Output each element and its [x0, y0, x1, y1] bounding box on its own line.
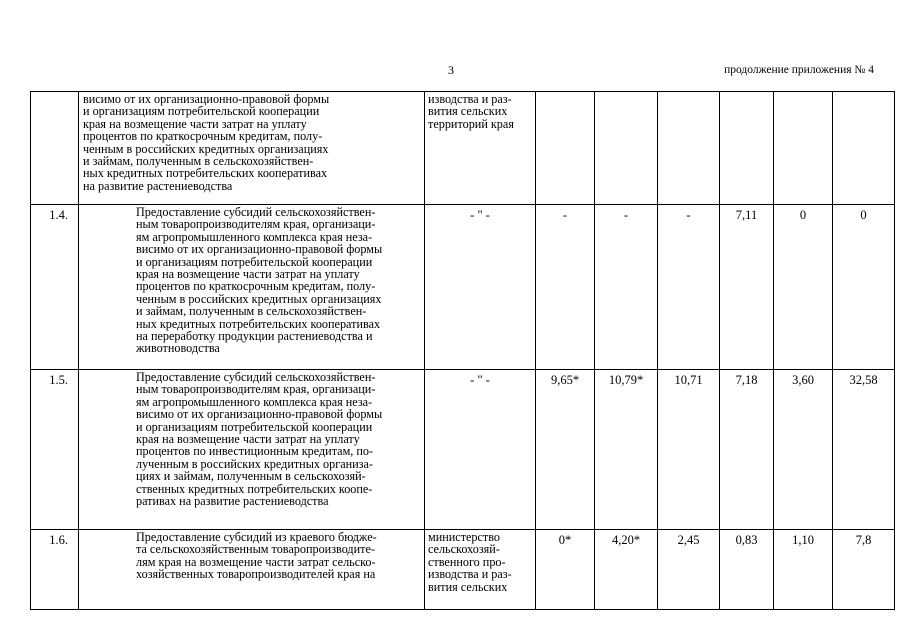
table-row [31, 370, 895, 530]
value-cell: - [536, 205, 595, 370]
value-cell [774, 92, 833, 205]
executor: - " - [425, 370, 536, 530]
value-cell: 7,8 [833, 530, 895, 610]
measure-description: Предоставление субсидий из краевого бюдже- та сельскохозяйственным товаропроизводите- лям края на возмещение части затрат сельско- хозяйственных товаропроизводителей края на [79, 530, 425, 610]
value-cell [658, 92, 720, 205]
value-cell: 10,79* [595, 370, 658, 530]
appendix-continuation-label: продолжение приложения № 4 [724, 64, 874, 76]
value-cell: 3,60 [774, 370, 833, 530]
executor: министерство сельскохозяй- ственного про- изводства и раз- вития сельских [425, 530, 536, 610]
row-number: 1.6. [31, 530, 79, 610]
executor: изводства и раз- вития сельских территорий края [425, 92, 536, 205]
value-cell: 7,18 [720, 370, 774, 530]
value-cell: 7,11 [720, 205, 774, 370]
table-row [31, 92, 895, 205]
measure-description: Предоставление субсидий сельскохозяйствен- ным товаропроизводителям края, организаци- ям агропромышленного комплекса края неза- висимо от их организационно-правовой формы и организациям потребительской кооперации края на возмещение части затрат на уплату процентов по инвестиционным кредитам, по- лученным в российских кредитных организа- циях и займам, полученным в сельскохозяй- ственных кредитных потребительских коопе- ративах на развитие растениеводства [79, 370, 425, 530]
value-cell: 9,65* [536, 370, 595, 530]
value-cell [720, 92, 774, 205]
value-cell: 10,71 [658, 370, 720, 530]
value-cell: 0 [833, 205, 895, 370]
value-cell [536, 92, 595, 205]
value-cell: 0 [774, 205, 833, 370]
value-cell: 0,83 [720, 530, 774, 610]
value-cell: 32,58 [833, 370, 895, 530]
value-cell: 4,20* [595, 530, 658, 610]
page-number: 3 [448, 63, 454, 77]
measure-description: висимо от их организационно-правовой формы и организациям потребительской кооперации края на возмещение части затрат на уплату процентов по краткосрочным кредитам, полу- ченным в российских кредитных организациях и займам, полученным в сельскохозяйствен- ных кредитных потребительских кооперативах на развитие растениеводства [79, 92, 425, 205]
row-number: 1.4. [31, 205, 79, 370]
value-cell: 2,45 [658, 530, 720, 610]
program-table [30, 91, 895, 610]
value-cell [595, 92, 658, 205]
value-cell: 1,10 [774, 530, 833, 610]
measure-description: Предоставление субсидий сельскохозяйствен- ным товаропроизводителям края, организаци- ям агропромышленного комплекса края неза- висимо от их организационно-правовой формы и организациям потребительской кооперации края на возмещение части затрат на уплату процентов по краткосрочным кредитам, полу- ченным в российских кредитных организациях и займам, полученным в сельскохозяйствен- ных кредитных потребительских кооперативах на переработку продукции растениеводства и животноводства [79, 205, 425, 370]
row-number [31, 92, 79, 205]
table-row [31, 205, 895, 370]
row-number: 1.5. [31, 370, 79, 530]
value-cell: 0* [536, 530, 595, 610]
value-cell: - [595, 205, 658, 370]
table-row [31, 530, 895, 610]
value-cell: - [658, 205, 720, 370]
value-cell [833, 92, 895, 205]
executor: - " - [425, 205, 536, 370]
